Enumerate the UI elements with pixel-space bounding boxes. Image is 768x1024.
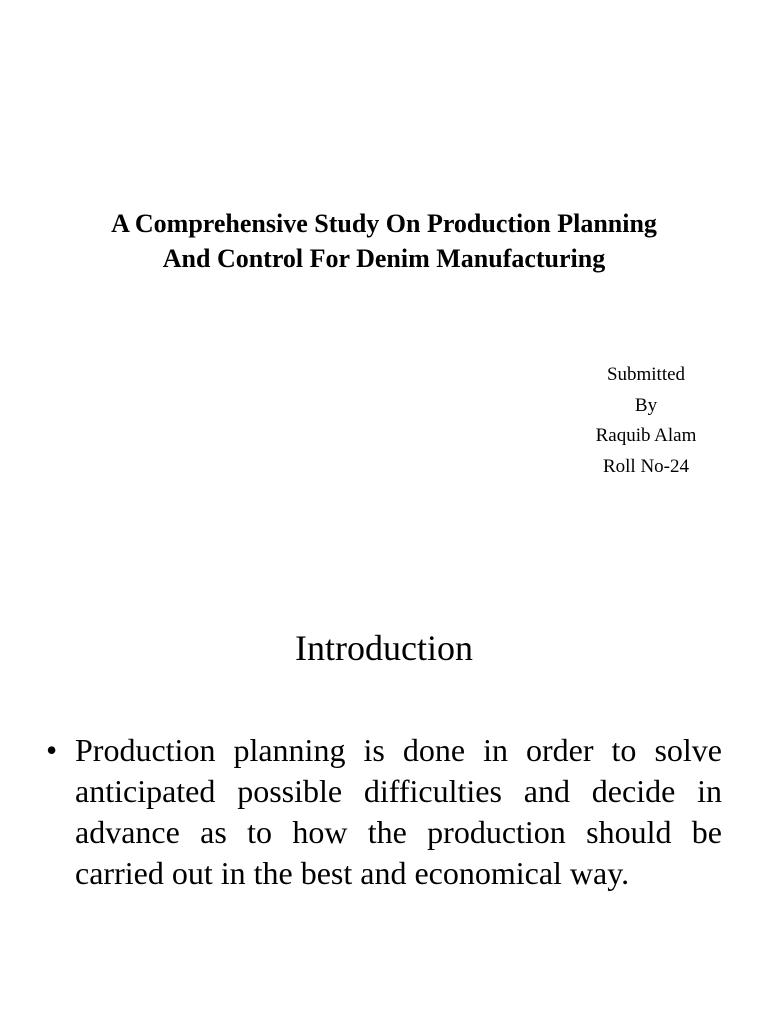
bullet-item — [46, 730, 722, 894]
by-label: By — [634, 394, 658, 416]
author-name: Raquib Alam — [595, 425, 697, 446]
bullet-marker-icon: • — [46, 732, 58, 768]
title-line-2: And Control For Denim Manufacturing — [162, 244, 606, 273]
submitted-label: Submitted — [606, 364, 686, 385]
bullet-text: Production planning is done in order to solve anticipated possible difficulties and decide in advance as to how the production should be carried out in the best and economical way. — [75, 732, 722, 891]
introduction-slide — [0, 560, 768, 1024]
bullet-list — [46, 730, 722, 894]
submitted-by-block — [566, 360, 726, 482]
document-title — [40, 206, 728, 276]
roll-number: Roll No-24 — [602, 455, 690, 477]
title-line-1: A Comprehensive Study On Production Planning — [111, 209, 657, 238]
section-heading: Introduction — [295, 628, 473, 668]
